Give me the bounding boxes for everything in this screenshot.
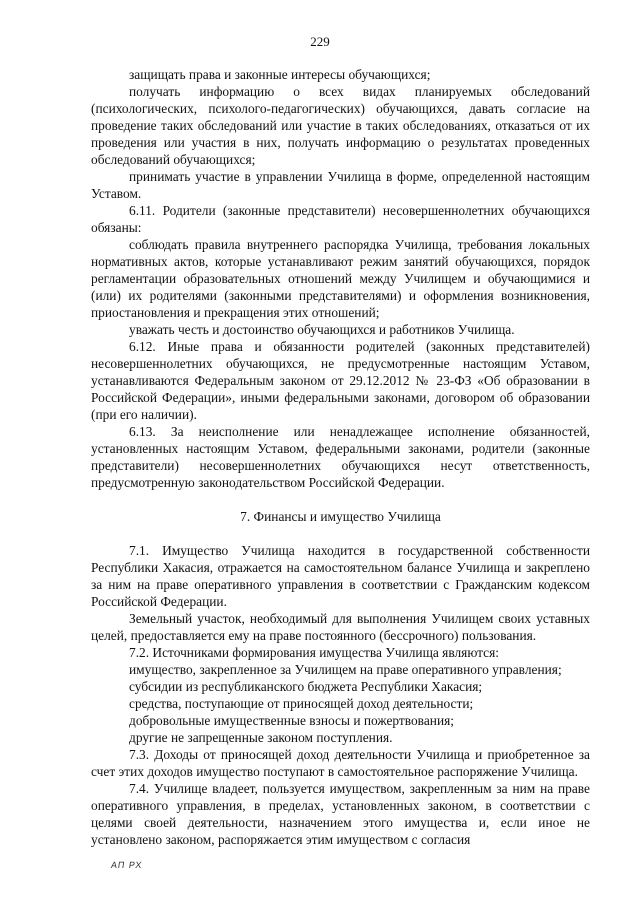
paragraph: 7.4. Училище владеет, пользуется имуществом, закрепленным за ним на праве оперативного управления, в пределах, установленных законом, в соответствии с целями своей деятельности, назначением этого имущества и, если иное не установлено законом, распоряжается этим имуществом с согласия	[91, 781, 590, 847]
paragraph: получать информацию о всех видах планируемых обследований (психологических, психолого-педагогических) обучающихся, давать согласие на проведение таких обследований или участие в таких обследованиях, отказаться от их проведения или участия в них, получать информацию о результатах проведенных обследований обучающихся;	[91, 84, 590, 167]
paragraph: защищать права и законные интересы обучающихся;	[129, 67, 431, 82]
list-item: добровольные имущественные взносы и пожертвования;	[129, 713, 454, 728]
paragraph: 7.1. Имущество Училища находится в государственной собственности Республики Хакасия, отражается на самостоятельном балансе Училища и закреплено за ним на праве оперативного управления в соответствии с Гражданским кодексом Российской Федерации.	[91, 543, 590, 609]
paragraph: принимать участие в управлении Училища в форме, определенной настоящим Уставом.	[91, 169, 590, 201]
section-title: 7. Финансы и имущество Училища	[240, 509, 441, 524]
paragraph: 7.3. Доходы от приносящей доход деятельности Училища и приобретенное за счет этих доходов имущество поступают в самостоятельное распоряжение Училища.	[91, 747, 590, 779]
list-item: средства, поступающие от приносящей доход деятельности;	[129, 696, 474, 711]
list-item: другие не запрещенные законом поступления.	[129, 730, 393, 745]
paragraph: соблюдать правила внутреннего распорядка Училища, требования локальных нормативных актов, которые устанавливают режим занятий обучающихся, порядок регламентации образовательных отношений между Училищем и обучающимися и (или) их родителями (законными представителями) и оформления возникновения, приостановления и прекращения этих отношений;	[91, 237, 590, 320]
footer-stamp: АП РХ	[110, 860, 144, 870]
paragraph: 6.13. За неисполнение или ненадлежащее исполнение обязанностей, установленных настоящим Уставом, федеральными законами, родители (законные представители) несовершеннолетних обучающихся несут ответственность, предусмотренную законодательством Российской Федерации.	[91, 424, 590, 490]
paragraph: Земельный участок, необходимый для выполнения Училищем своих уставных целей, предоставляется ему на праве постоянного (бессрочного) пользования.	[91, 611, 590, 643]
paragraph: 6.12. Иные права и обязанности родителей (законных представителей) несовершеннолетних обучающихся, не предусмотренные настоящим Уставом, устанавливаются Федеральным законом от 29.12.2012 № 23-ФЗ «Об образовании в Российской Федерации», иными федеральными законами, договором об образовании (при его наличии).	[91, 339, 590, 422]
page-number: 229	[310, 34, 330, 49]
document-body	[91, 66, 590, 848]
list-item: имущество, закрепленное за Училищем на праве оперативного управления;	[129, 662, 562, 677]
paragraph: 7.2. Источниками формирования имущества Училища являются:	[129, 645, 499, 660]
paragraph: уважать честь и достоинство обучающихся и работников Училища.	[129, 322, 515, 337]
list-item: субсидии из республиканского бюджета Республики Хакасия;	[129, 679, 483, 694]
paragraph: 6.11. Родители (законные представители) несовершеннолетних обучающихся обязаны:	[91, 203, 590, 235]
